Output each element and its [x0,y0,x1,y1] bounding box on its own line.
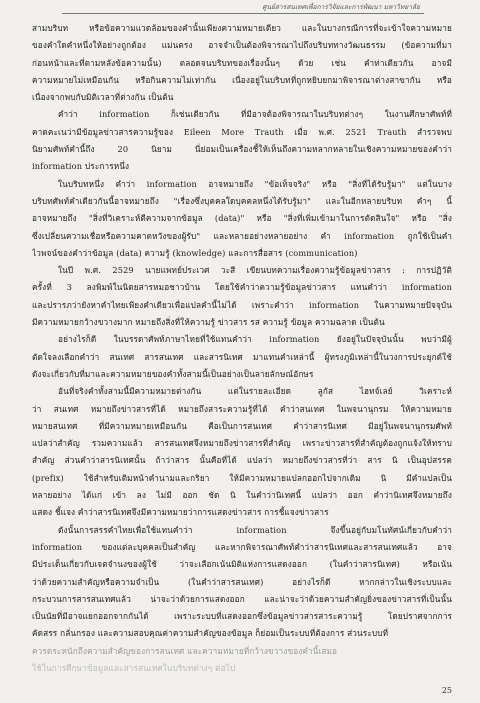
text-line: ไวพจน์ของคำว่าข้อมูล (data) ความรู้ (knowledge) และการสื่อสาร (communication) [32,247,358,258]
page-header [32,0,452,20]
text-line: ความหมายไม่เหมือนกัน หรือกินความไม่เท่ากัน เนื่องอยู่ในบริบทที่ถูกหยิบยกมาพิจารณาต่างสาขากัน หรือ [32,74,452,85]
text-line: ว่า สนเทศ หมายถึงข่าวสารที่ได้ หมายถึงสาระความรู้ที่ได้ คำว่าสนเทศ ในพจนานุกรม ให้ความหมาย [32,403,452,414]
text-line: มีประเด็นเกี่ยวกับเจตจำนงของผู้ใช้ ว่าจะเลือกเน้นมิติแห่งการแสดงออก (ในคำว่าสารนิเทศ) หรือเน้น [32,559,452,570]
text-line: คาดคะเนว่ามีข้อมูลข่าวสารความรู้ของ Eileen More Trauth เมื่อ พ.ศ. 2521 Trauth สำรวจพบ [32,126,452,137]
text-line: เป็นนัยที่มีอาจแยกออกจากกันได้ เพราะระบบที่แสดงออกซึ่งข้อมูลข่าวสารสาระความรู้ โดยปราศจากการ [32,611,452,622]
text-line: แสดง ชี้แจง คำว่าสารนิเทศจึงมีความหมายว่าการแสดงข่าวสาร การชี้แจงข่าวสาร [32,507,329,518]
text-line: ของคำใดคำหนึ่งให้อย่างถูกต้อง แม่นตรง อาจจำเป็นต้องพิจารณาไปถึงบริบททางวัฒนธรรม (ข้อความที่มา [32,40,452,51]
text-line: นิยามศัพท์คำนี้ถึง 20 นิยาม นี่ย่อมเป็นเครื่องชี้ให้เห็นถึงความหลากหลายในเชิงความหมายของคำว่า [32,144,452,155]
paragraph [32,522,452,643]
text-line: ครั้งที่ 3 ลงพิมพ์ในนิตยสารหมอชาวบ้าน โดยใช้คำว่าความรู้ข้อมูลข่าวสาร แทนคำว่า information [32,282,452,293]
faded-text-line: ควรตระหนักถึงความสำคัญของการสนเทศ และความหมายที่กว้างขวางของคำนี้เสมอ [32,645,338,656]
body-text [32,20,452,677]
text-line: มีความหมายกว้างขวางมาก หมายถึงสิ่งที่ให้ความรู้ ข่าวสาร รส ความรู้ ข้อมูล ความฉลาด เป็นต้น [32,317,385,328]
text-line: สามบริบท หรือข้อความแวดล้อมของคำนั้นเพียงความหมายเดียว และในบางกรณีการที่จะเข้าใจความหมาย [32,23,452,33]
text-line: บริบทศัพท์คำเดียวกันนี้อาจหมายถึง "เรื่องซึ่งบุคคลใดบุคคลหนึ่งได้รับรู้มา" และในอีกหลายบริบท คำๆ นี้ [32,195,452,206]
text-line: หมายสนเทศ ที่มีความหมายเหมือนกัน คือเป็นการสนเทศ คำว่าสารนิเทศ มีอยู่ในพจนานุกรมศัพท์ [32,420,452,431]
text-line: กระบวนการสารสนเทศแล้ว น่าจะว่าด้วยการแสดงออก และน่าจะว่าด้วยความสำคัญยิ่งของข่าวสารที่เป็นนั้น [32,593,452,604]
paragraph [32,331,452,383]
text-line: ดังนั้นการสรรคำไทยเพื่อใช้แทนคำว่า information จึงขึ้นอยู่กับมโนทัศน์เกี่ยวกับคำว่า [58,524,452,535]
text-line: อย่างไรก็ดี ในบรรดาศัพท์ภาษาไทยที่ใช้แทนคำว่า information ยังอยู่ในปัจจุบันนั้น พบว่ามีผู้ [58,334,452,345]
page-number: 25 [441,686,452,695]
text-line: ดังจะเกี่ยวกับที่มาและความหมายของคำทั้งสามนี้เป็นอย่างเป็นลายลักษณ์อักษร [32,368,314,379]
text-line: หลายอย่าง ได้แก่ เข้า ลง ไม่มี ออก ชัด นิ ในคำว่านิเทศนี้ แปลว่า ออก คำว่านิเทศจึงหมายถึง [32,490,452,501]
text-line: สำคัญ ส่วนคำว่าสารนิเทศนั้น ถ้าว่าสาร นั้นคือที่ได้ แปลว่า หมายถึงข่าวสารที่ว่า สาร นิ เป็นอุปสรรค [32,455,452,466]
text-line: information ประการหนึ่ง [32,161,130,172]
text-line: ในปี พ.ศ. 2529 นายแพทย์ประเวศ วะสี เขียนบทความเรื่องความรู้ข้อมูลข่าวสาร : การปฏิวัติ [58,265,452,276]
paragraph [32,383,452,521]
text-line: เนื่องจากพบกับมิติเวลาที่ต่างกัน เป็นต้น [32,92,174,103]
text-line: คำว่า information ก็เช่นเดียวกัน ที่มีอาจต้องพิจารณาในบริบทต่างๆ ในงานศึกษาศัพท์ที่ [58,109,452,120]
paragraph [32,262,452,331]
text-line: ในบริบทหนึ่ง คำว่า information อาจหมายถึง "ข้อเท็จจริง" หรือ "สิ่งที่ได้รับรู้มา" แต่ในบาง [58,178,452,189]
text-line: (prefix) ใช้สำหรับเติมหน้าคำนามและกริยา ให้มีความหมายแปลกออกไปจากเดิม นิ มีคำแปลเป็น [32,472,452,483]
text-line: แปลว่าสำคัญ รวมความแล้ว สารสนเทศจึงหมายถึงข่าวสารที่สำคัญ เพราะข่าวสารที่สำคัญต้องถูกแจ้งให้ทราบ [32,438,452,449]
text-line: ซึ่งเปลี่ยนความเชื่อหรือความคาดหวังของผู้รับ" และหลายอย่างหลายอย่าง คำ information ถูกใช้เป็นคำ [32,230,452,241]
running-title: ศูนย์สารสนเทศเพื่อการวิจัยและการพัฒนา มหาวิทยาลัย [262,3,420,11]
text-line: อาจหมายถึง "สิ่งที่วิเคราะห์ตีความจากข้อมูล (data)" หรือ "สิ่งที่เพิ่มเข้ามาในการตัดสินใจ" หรือ "สิ่ง [32,213,452,224]
text-line: และปรารภว่ายังหาคำไทยเพียงคำเดียวเพื่อแปลคำนี้ไม่ได้ เพราะคำว่า information ในความหมายปัจจุบัน [32,299,452,310]
text-line: คัดสรร กลั่นกรอง และความสอบคุณค่าความสำคัญของข้อมูล ก็ย่อมเป็นระบบที่ต้องการ ส่วนระบบที่ [32,628,389,639]
paragraph [32,106,452,175]
text-line: อันที่จริงคำทั้งสามนี้มีความหมายต่างกัน แต่ในรายละเอียด ลูกัส ไฮทจ์เลย์ วิเคราะห์ [58,386,452,397]
text-line: ตัดใจลงเลือกคำว่า สนเทศ สารสนเทศ และสารนิเทศ มาแทนคำเหล่านี้ ผู้ทรงภูมิเหล่านี้ในวงการประยุกต์ใช้ [32,351,452,362]
faded-text-line: ใช้ในการศึกษาข้อมูลและสารสนเทศในบริบทต่างๆ ต่อไป [32,662,236,673]
paragraph [32,176,452,262]
text-line: information ของแต่ละบุคคลเป็นสำคัญ และหากพิจารณาศัพท์คำว่าสารนิเทศและสารสนเทศแล้ว อาจ [32,541,452,552]
text-line: ว่าด้วยความสำคัญหรือความจำเป็น (ในคำว่าสารสนเทศ) อย่างไรก็ดี หากกล่าวในเชิงระบบและ [32,576,452,587]
text-line: ก่อนหน้าและที่ตามหลังข้อความนั้น) ตลอดจนบริบทของเรื่องนั้นๆ ด้วย เช่น คำท่าเดียวกัน อาจมี [32,57,452,68]
header-rule [62,13,424,14]
paragraph [32,20,452,106]
